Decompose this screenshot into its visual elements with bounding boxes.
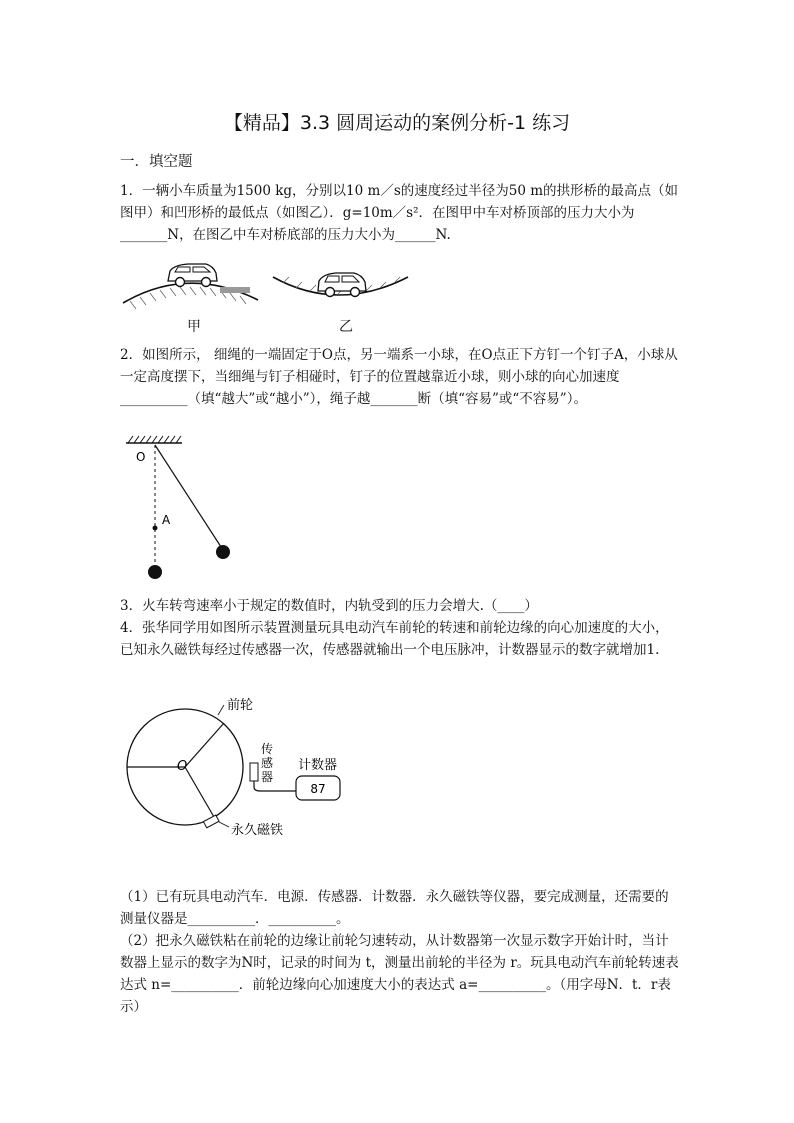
label-o: O: [136, 450, 146, 464]
permanent-magnet: [203, 815, 219, 828]
question-2-text: 2．如图所示， 细绳的一端固定于O点，另一端系一小球，在O点正下方钉一个钉子A，小球从一定高度摆下，当细绳与钉子相碰时，钉子的位置越靠近小球，则小球的向心加速度__________（填“越大”或“越小”），绳子越_______断（填“容易”或“不容易”）。: [120, 347, 678, 407]
sensor: [250, 763, 258, 781]
question-4-text: 4．张华同学用如图所示装置测量玩具电动汽车前轮的转速和前轮边缘的向心加速度的大小，已知永久磁铁每经过传感器一次，传感器就输出一个电压脉冲，计数器显示的数字就增加1.: [120, 620, 669, 658]
ball-swinging: [216, 545, 230, 559]
counter-value: 87: [310, 782, 326, 796]
label-center-o: O: [177, 759, 188, 774]
swinging-string: [155, 445, 223, 550]
bridge-figure: [118, 255, 418, 315]
question-4-sub2: （2）把永久磁铁粘在前轮的边缘让前轮匀速转动，从计数器第一次显示数字开始计时，当计数器上显示的数字为N时，记录的时间为 t，测量出前轮的半径为 r。玩具电动汽车前轮转速表达式 n=__________．前轮边缘向心加速度大小的表达式 a=__________。（用字母N．t．r表示）: [120, 933, 679, 1015]
question-3-text: 3．火车转弯速率小于规定的数值时，内轨受到的压力会增大.（____）: [120, 598, 538, 614]
label-sensor-3: 器: [261, 770, 274, 784]
label-sensor-1: 传: [261, 742, 274, 756]
nail-a: [153, 526, 158, 531]
label-sensor-2: 感: [261, 756, 274, 770]
label-counter: 计数器: [298, 758, 338, 773]
wheel-figure: [120, 695, 360, 845]
label-magnet: 永久磁铁: [231, 823, 284, 838]
ball-bottom: [148, 565, 162, 579]
question-4-sub1: （1）已有玩具电动汽车．电源．传感器．计数器．永久磁铁等仪器，要完成测量，还需要的测量仪器是__________．__________。: [120, 889, 669, 927]
figure-label-jia: 甲: [187, 319, 201, 335]
car-in-concave-icon: [318, 273, 366, 297]
arch-bridge: [123, 283, 258, 303]
pendulum-figure: [120, 433, 240, 583]
question-1-text: 1．一辆小车质量为1500 kg，分别以10 m／s的速度经过半径为50 m的拱形桥的最高点（如图甲）和凹形桥的最低点（如图乙）．g=10m／s²．在图甲中车对桥顶部的压力大小为_______N，在图乙中车对桥底部的压力大小为______N.: [120, 183, 679, 243]
page-title: 【精品】3.3 圆周运动的案例分析-1 练习: [223, 112, 571, 134]
figure-label-yi: 乙: [339, 319, 353, 335]
label-a: A: [162, 513, 171, 527]
label-front-wheel: 前轮: [227, 698, 254, 713]
section-heading: 一．填空题: [120, 154, 193, 170]
